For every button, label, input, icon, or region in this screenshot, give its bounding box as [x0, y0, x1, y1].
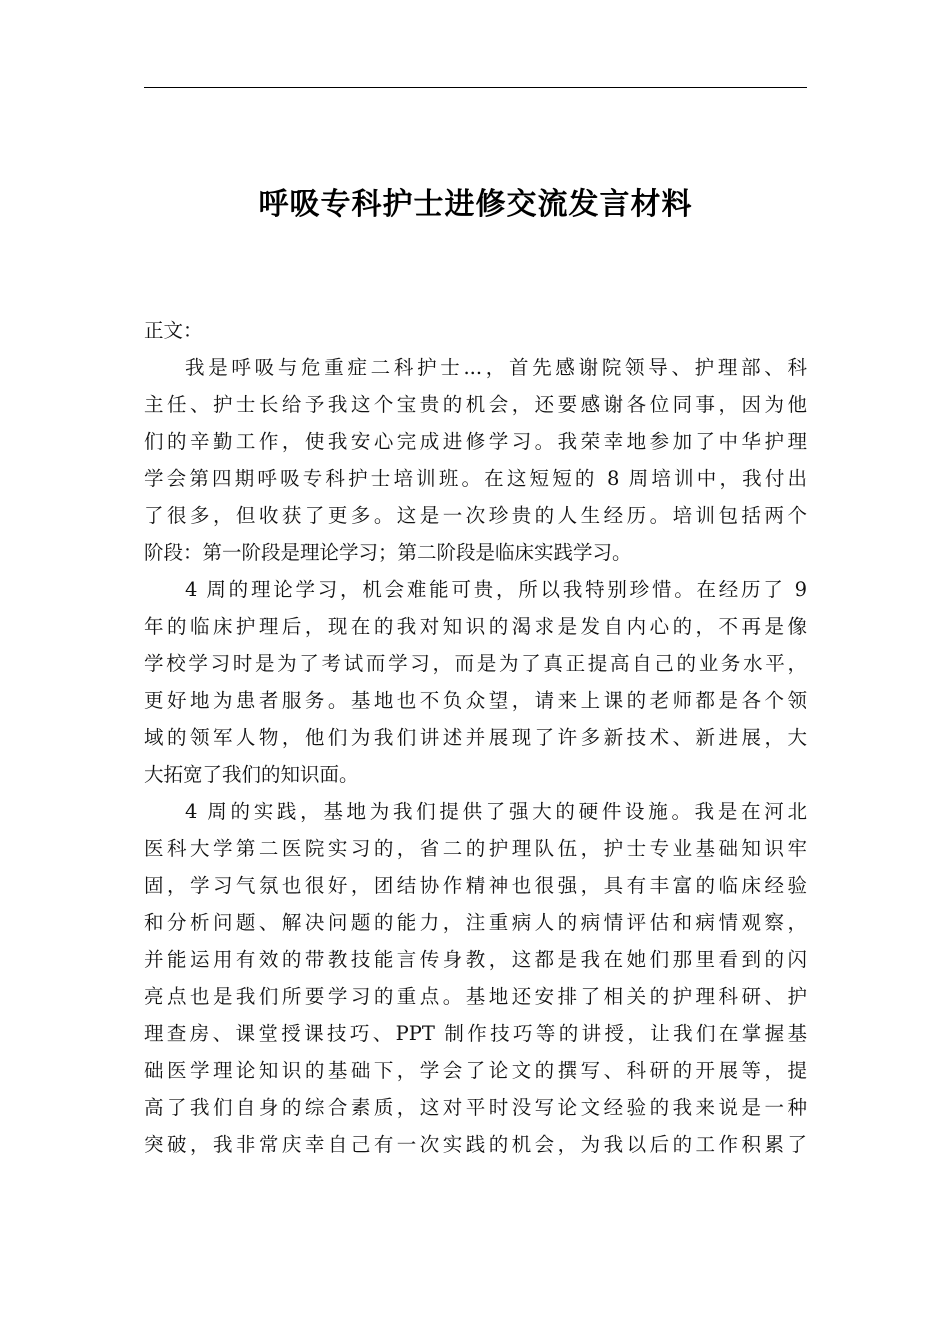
paragraph-3: [144, 793, 807, 1163]
text-line: 阶段：第一阶段是理论学习；第二阶段是临床实践学习。: [144, 541, 632, 564]
document-title: 呼吸专科护士进修交流发言材料: [258, 187, 693, 222]
text-line: 更好地为患者服务。基地也不负众望，请来上课的老师都是各个领: [144, 689, 807, 712]
text-line: 学会第四期呼吸专科护士培训班。在这短短的 8 周培训中，我付出: [144, 467, 807, 490]
text-line: 域的领军人物，他们为我们讲述并展现了许多新技术、新进展，大: [144, 726, 807, 749]
body-lead-label: 正文：: [144, 319, 203, 342]
text-line: 并能运用有效的带教技能言传身教，这都是我在她们那里看到的闪: [144, 948, 807, 971]
text-line: 亮点也是我们所要学习的重点。基地还安排了相关的护理科研、护: [144, 985, 807, 1008]
text-line: 4 周的实践，基地为我们提供了强大的硬件设施。我是在河北: [185, 800, 807, 823]
text-line: 础医学理论知识的基础下，学会了论文的撰写、科研的开展等，提: [144, 1059, 807, 1082]
text-line: 大拓宽了我们的知识面。: [144, 763, 359, 786]
text-line: 4 周的理论学习，机会难能可贵，所以我特别珍惜。在经历了 9: [185, 578, 807, 601]
text-line: 医科大学第二医院实习的，省二的护理队伍，护士专业基础知识牢: [144, 837, 807, 860]
text-line: 和分析问题、解决问题的能力，注重病人的病情评估和病情观察，: [144, 911, 807, 934]
text-line: 突破，我非常庆幸自己有一次实践的机会，为我以后的工作积累了: [144, 1133, 807, 1156]
header-rule: [144, 87, 807, 88]
paragraph-1: [144, 349, 807, 571]
text-line: 年的临床护理后，现在的我对知识的渴求是发自内心的，不再是像: [144, 615, 807, 638]
text-line: 学校学习时是为了考试而学习，而是为了真正提高自己的业务水平，: [144, 652, 807, 675]
text-line: 高了我们自身的综合素质，这对平时没写论文经验的我来说是一种: [144, 1096, 807, 1119]
text-line: 了很多，但收获了更多。这是一次珍贵的人生经历。培训包括两个: [144, 504, 807, 527]
text-line: 我是呼吸与危重症二科护士...，首先感谢院领导、护理部、科: [185, 356, 807, 379]
text-line: 理查房、课堂授课技巧、PPT 制作技巧等的讲授，让我们在掌握基: [144, 1022, 807, 1045]
text-line: 们的辛勤工作，使我安心完成进修学习。我荣幸地参加了中华护理: [144, 430, 807, 453]
text-line: 固，学习气氛也很好，团结协作精神也很强，具有丰富的临床经验: [144, 874, 807, 897]
text-line: 主任、护士长给予我这个宝贵的机会，还要感谢各位同事，因为他: [144, 393, 807, 416]
paragraph-2: [144, 571, 807, 793]
document-body: [144, 312, 807, 1163]
